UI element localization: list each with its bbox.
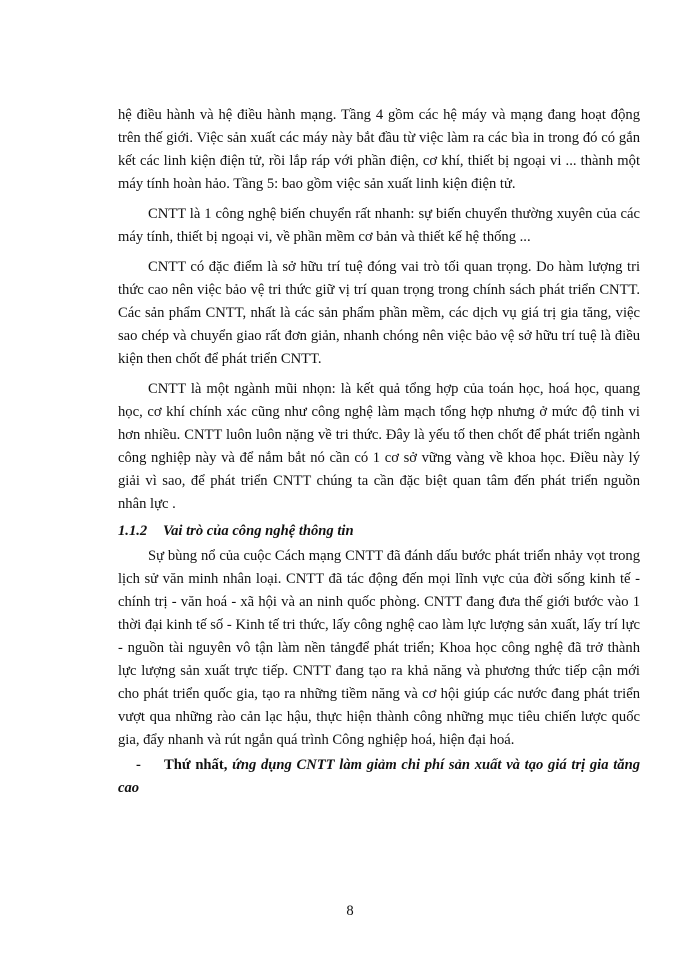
- paragraph-2: CNTT là 1 công nghệ biến chuyển rất nhanh: sự biến chuyển thường xuyên của các máy tính, thiết bị ngoại vi, về phần mềm cơ bản và thiết kế hệ thống ...: [118, 206, 640, 245]
- paragraph-1: hệ điều hành và hệ điều hành mạng. Tầng 4 gồm các hệ máy và mạng đang hoạt động trên thế giới. Việc sản xuất các máy này bắt đầu từ việc làm ra các bìa in trong đó có gắn kết các linh kiện điện tử, rồi lắp ráp với phần điện, cơ khí, thiết bị ngoại vi ... thành một máy tính hoàn hảo. Tầng 5: bao gồm việc sản xuất linh kiện điện tử.: [118, 107, 640, 192]
- paragraph-3: CNTT có đặc điểm là sở hữu trí tuệ đóng vai trò tối quan trọng. Do hàm lượng tri thức cao nên việc bảo vệ tri thức giữ vị trí quan trọng trong chính sách phát triển CNTT. Các sản phẩm CNTT, nhất là các sản phẩm phần mềm, các dịch vụ giá trị gia tăng, việc sao chép và chuyển giao rất đơn giản, nhanh chóng nên việc bảo vệ sở hữu trí tuệ là điều kiện then chốt để phát triển CNTT.: [118, 259, 640, 367]
- section-title: Vai trò của công nghệ thông tin: [163, 523, 354, 539]
- paragraph-4: CNTT là một ngành mũi nhọn: là kết quả tổng hợp của toán học, hoá học, quang học, cơ khí chính xác cũng như công nghệ làm mạch tổng hợp nhưng ở mức độ tinh vi hơn nhiều. CNTT luôn luôn nặng về tri thức. Đây là yếu tố then chốt để phát triển ngành công nghiệp này và để nắm bắt nó cần có 1 cơ sở vững vàng về khoa học. Điều này lý giải vì sao, để phát triển CNTT chúng ta cần đặc biệt quan tâm đến phát triển nguồn nhân lực .: [118, 381, 640, 512]
- section-number: 1.1.2: [118, 523, 148, 539]
- bullet-text: ứng dụng CNTT làm giảm chi phí sản xuất và tạo giá trị gia tăng cao: [118, 757, 640, 796]
- page-number: 8: [346, 903, 354, 919]
- section-heading: [118, 520, 640, 543]
- section-paragraph: Sự bùng nổ của cuộc Cách mạng CNTT đã đánh dấu bước phát triển nhảy vọt trong lịch sử văn minh nhân loại. CNTT đã tác động đến mọi lĩnh vực của đời sống kinh tế - chính trị - văn hoá - xã hội và an ninh quốc phòng. CNTT đang đưa thế giới bước vào 1 thời đại kinh tế số - Kinh tế tri thức, lấy công nghệ cao làm lực lượng sản xuất, lấy trí lực - nguồn tài nguyên vô tận làm nền tảngđể phát triển; Khoa học công nghệ đã trở thành lực lượng sản xuất trực tiếp. CNTT đang tạo ra khả năng và phương thức tiếp cận mới cho phát triển quốc gia, tạo ra những tiềm năng và cơ hội giúp các nước đang phát triển vượt qua những rào cản lạc hậu, thực hiện thành công những mục tiêu chiến lược quốc gia, đẩy nhanh và rút ngắn quá trình Công nghiệp hoá, hiện đại hoá.: [118, 548, 640, 748]
- bullet-item: [118, 754, 640, 800]
- page-content: [118, 104, 640, 800]
- bullet-lead: Thứ nhất,: [164, 757, 228, 773]
- bullet-dash: -: [136, 757, 141, 773]
